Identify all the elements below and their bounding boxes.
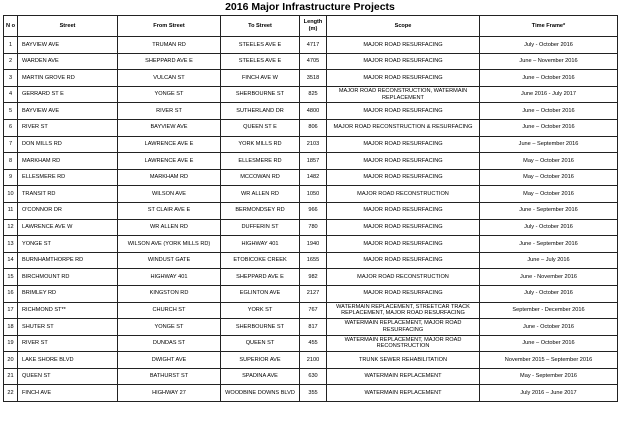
cell-to-street: WOODBINE DOWNS BLVD [221, 385, 300, 402]
cell-street: ELLESMERE RD [18, 169, 118, 186]
cell-to-street: SHEPPARD AVE E [221, 269, 300, 286]
cell-from-street: YONGE ST [118, 86, 221, 103]
cell-scope: MAJOR ROAD RESURFACING [327, 37, 480, 54]
cell-scope: WATERMAIN REPLACEMENT [327, 385, 480, 402]
cell-scope: MAJOR ROAD RESURFACING [327, 53, 480, 70]
cell-street: BIRCHMOUNT RD [18, 269, 118, 286]
cell-from-street: CHURCH ST [118, 302, 221, 319]
cell-no: 15 [4, 269, 18, 286]
cell-no: 16 [4, 285, 18, 302]
cell-from-street: DUNDAS ST [118, 335, 221, 352]
cell-scope: MAJOR ROAD RESURFACING [327, 103, 480, 120]
cell-length: 817 [300, 319, 327, 336]
cell-from-street: WILSON AVE (YORK MILLS RD) [118, 236, 221, 253]
cell-no: 17 [4, 302, 18, 319]
cell-to-street: SHERBOURNE ST [221, 86, 300, 103]
table-row [4, 202, 618, 219]
cell-to-street: SUTHERLAND DR [221, 103, 300, 120]
cell-time-frame: June - September 2016 [480, 236, 618, 253]
cell-scope: MAJOR ROAD RESURFACING [327, 285, 480, 302]
cell-length: 4705 [300, 53, 327, 70]
cell-length: 825 [300, 86, 327, 103]
cell-from-street: WR ALLEN RD [118, 219, 221, 236]
cell-length: 780 [300, 219, 327, 236]
cell-from-street: TRUMAN RD [118, 37, 221, 54]
cell-to-street: ELLESMERE RD [221, 153, 300, 170]
cell-time-frame: June - October 2016 [480, 319, 618, 336]
cell-street: DON MILLS RD [18, 136, 118, 153]
cell-length: 982 [300, 269, 327, 286]
cell-from-street: DWIGHT AVE [118, 352, 221, 369]
cell-from-street: WINDUST GATE [118, 252, 221, 269]
cell-no: 7 [4, 136, 18, 153]
header-time-frame: Time Frame* [480, 16, 618, 37]
header-from-street: From Street [118, 16, 221, 37]
table-row [4, 103, 618, 120]
cell-street: BURNHAMTHORPE RD [18, 252, 118, 269]
cell-length: 355 [300, 385, 327, 402]
cell-from-street: BAYVIEW AVE [118, 119, 221, 136]
table-row [4, 70, 618, 87]
cell-length: 1857 [300, 153, 327, 170]
cell-time-frame: July - October 2016 [480, 285, 618, 302]
cell-scope: MAJOR ROAD RESURFACING [327, 70, 480, 87]
cell-time-frame: May – October 2016 [480, 169, 618, 186]
cell-no: 14 [4, 252, 18, 269]
cell-length: 1940 [300, 236, 327, 253]
cell-length: 455 [300, 335, 327, 352]
table-row [4, 86, 618, 103]
table-row [4, 169, 618, 186]
cell-length: 630 [300, 368, 327, 385]
cell-no: 12 [4, 219, 18, 236]
cell-to-street: SHERBOURNE ST [221, 319, 300, 336]
cell-to-street: YORK ST [221, 302, 300, 319]
cell-from-street: MARKHAM RD [118, 169, 221, 186]
cell-to-street: SUPERIOR AVE [221, 352, 300, 369]
cell-scope: MAJOR ROAD RESURFACING [327, 202, 480, 219]
cell-length: 1655 [300, 252, 327, 269]
table-row [4, 119, 618, 136]
page-title: 2016 Major Infrastructure Projects [225, 1, 395, 13]
cell-length: 806 [300, 119, 327, 136]
cell-length: 767 [300, 302, 327, 319]
table-row [4, 252, 618, 269]
cell-scope: MAJOR ROAD RESURFACING [327, 136, 480, 153]
cell-street: QUEEN ST [18, 368, 118, 385]
cell-to-street: ETOBICOKE CREEK [221, 252, 300, 269]
cell-street: MARTIN GROVE RD [18, 70, 118, 87]
cell-time-frame: June – October 2016 [480, 119, 618, 136]
cell-time-frame: June – November 2016 [480, 53, 618, 70]
cell-to-street: BERMONDSEY RD [221, 202, 300, 219]
cell-scope: WATERMAIN REPLACEMENT [327, 368, 480, 385]
header-no: N o [4, 16, 18, 37]
cell-time-frame: June – October 2016 [480, 335, 618, 352]
cell-no: 3 [4, 70, 18, 87]
cell-no: 8 [4, 153, 18, 170]
cell-no: 4 [4, 86, 18, 103]
table-row [4, 236, 618, 253]
cell-scope: MAJOR ROAD RECONSTRUCTION, WATERMAIN REPLACEMENT [327, 86, 480, 103]
cell-to-street: FINCH AVE W [221, 70, 300, 87]
cell-street: LAWRENCE AVE W [18, 219, 118, 236]
cell-time-frame: June - November 2016 [480, 269, 618, 286]
cell-street: FINCH AVE [18, 385, 118, 402]
cell-scope: WATERMAIN REPLACEMENT, MAJOR ROAD RECONSTRUCTION [327, 335, 480, 352]
cell-to-street: WR ALLEN RD [221, 186, 300, 203]
cell-time-frame: July 2016 – June 2017 [480, 385, 618, 402]
cell-from-street: WILSON AVE [118, 186, 221, 203]
cell-from-street: HIGHWAY 27 [118, 385, 221, 402]
cell-scope: MAJOR ROAD RECONSTRUCTION [327, 186, 480, 203]
table-row [4, 385, 618, 402]
cell-no: 2 [4, 53, 18, 70]
cell-no: 5 [4, 103, 18, 120]
table-row [4, 302, 618, 319]
table-row [4, 53, 618, 70]
cell-scope: WATERMAIN REPLACEMENT, MAJOR ROAD RESURFACING [327, 319, 480, 336]
cell-scope: MAJOR ROAD RECONSTRUCTION [327, 269, 480, 286]
cell-to-street: MCCOWAN RD [221, 169, 300, 186]
cell-street: BAYVIEW AVE [18, 103, 118, 120]
cell-time-frame: July - October 2016 [480, 219, 618, 236]
table-row [4, 153, 618, 170]
table-row [4, 136, 618, 153]
cell-time-frame: September - December 2016 [480, 302, 618, 319]
cell-street: LAKE SHORE BLVD [18, 352, 118, 369]
cell-scope: MAJOR ROAD RESURFACING [327, 236, 480, 253]
cell-street: RIVER ST [18, 335, 118, 352]
cell-time-frame: June – July 2016 [480, 252, 618, 269]
table-row [4, 186, 618, 203]
cell-from-street: HIGHWAY 401 [118, 269, 221, 286]
cell-to-street: SPADINA AVE [221, 368, 300, 385]
cell-no: 19 [4, 335, 18, 352]
cell-length: 1050 [300, 186, 327, 203]
cell-scope: MAJOR ROAD RESURFACING [327, 153, 480, 170]
cell-length: 966 [300, 202, 327, 219]
cell-time-frame: June 2016 - July 2017 [480, 86, 618, 103]
cell-length: 4717 [300, 37, 327, 54]
cell-to-street: QUEEN ST E [221, 119, 300, 136]
cell-time-frame: July - October 2016 [480, 37, 618, 54]
cell-to-street: YORK MILLS RD [221, 136, 300, 153]
cell-to-street: QUEEN ST [221, 335, 300, 352]
cell-street: WARDEN AVE [18, 53, 118, 70]
cell-no: 1 [4, 37, 18, 54]
cell-from-street: LAWRENCE AVE E [118, 136, 221, 153]
table-row [4, 37, 618, 54]
cell-street: BAYVIEW AVE [18, 37, 118, 54]
table-header-row [4, 16, 618, 37]
cell-from-street: RIVER ST [118, 103, 221, 120]
cell-scope: TRUNK SEWER REHABILITATION [327, 352, 480, 369]
cell-street: TRANSIT RD [18, 186, 118, 203]
table-row [4, 269, 618, 286]
cell-from-street: VULCAN ST [118, 70, 221, 87]
cell-no: 13 [4, 236, 18, 253]
cell-to-street: DUFFERIN ST [221, 219, 300, 236]
cell-no: 10 [4, 186, 18, 203]
cell-time-frame: June – October 2016 [480, 70, 618, 87]
cell-no: 18 [4, 319, 18, 336]
cell-scope: MAJOR ROAD RESURFACING [327, 169, 480, 186]
cell-to-street: STEELES AVE E [221, 37, 300, 54]
table-row [4, 319, 618, 336]
cell-to-street: STEELES AVE E [221, 53, 300, 70]
cell-length: 4800 [300, 103, 327, 120]
table-row [4, 335, 618, 352]
cell-no: 9 [4, 169, 18, 186]
table-row [4, 352, 618, 369]
cell-time-frame: June – October 2016 [480, 103, 618, 120]
cell-time-frame: June - September 2016 [480, 202, 618, 219]
cell-length: 2127 [300, 285, 327, 302]
table-row [4, 285, 618, 302]
cell-from-street: YONGE ST [118, 319, 221, 336]
cell-no: 21 [4, 368, 18, 385]
cell-from-street: LAWRENCE AVE E [118, 153, 221, 170]
cell-scope: WATERMAIN REPLACEMENT, STREETCAR TRACK REPLACEMENT, MAJOR ROAD RESURFACING [327, 302, 480, 319]
cell-scope: MAJOR ROAD RESURFACING [327, 252, 480, 269]
cell-time-frame: May - September 2016 [480, 368, 618, 385]
cell-street: O'CONNOR DR [18, 202, 118, 219]
cell-from-street: BATHURST ST [118, 368, 221, 385]
cell-street: RICHMOND ST** [18, 302, 118, 319]
cell-length: 3518 [300, 70, 327, 87]
cell-length: 1482 [300, 169, 327, 186]
header-to-street: To Street [221, 16, 300, 37]
cell-time-frame: May – October 2016 [480, 186, 618, 203]
table-row [4, 219, 618, 236]
table-row [4, 368, 618, 385]
cell-no: 20 [4, 352, 18, 369]
cell-street: BRIMLEY RD [18, 285, 118, 302]
cell-no: 6 [4, 119, 18, 136]
cell-from-street: KINGSTON RD [118, 285, 221, 302]
cell-time-frame: June – September 2016 [480, 136, 618, 153]
cell-time-frame: May – October 2016 [480, 153, 618, 170]
cell-length: 2103 [300, 136, 327, 153]
cell-from-street: SHEPPARD AVE E [118, 53, 221, 70]
cell-no: 22 [4, 385, 18, 402]
projects-table [3, 15, 618, 402]
cell-no: 11 [4, 202, 18, 219]
header-street: Street [18, 16, 118, 37]
header-scope: Scope [327, 16, 480, 37]
cell-to-street: HIGHWAY 401 [221, 236, 300, 253]
cell-from-street: ST CLAIR AVE E [118, 202, 221, 219]
cell-street: GERRARD ST E [18, 86, 118, 103]
cell-scope: MAJOR ROAD RESURFACING [327, 219, 480, 236]
header-length: Length (m) [300, 16, 327, 37]
cell-length: 2100 [300, 352, 327, 369]
cell-street: MARKHAM RD [18, 153, 118, 170]
cell-street: SHUTER ST [18, 319, 118, 336]
cell-time-frame: November 2015 – September 2016 [480, 352, 618, 369]
cell-scope: MAJOR ROAD RECONSTRUCTION & RESURFACING [327, 119, 480, 136]
cell-street: RIVER ST [18, 119, 118, 136]
cell-to-street: EGLINTON AVE [221, 285, 300, 302]
cell-street: YONGE ST [18, 236, 118, 253]
